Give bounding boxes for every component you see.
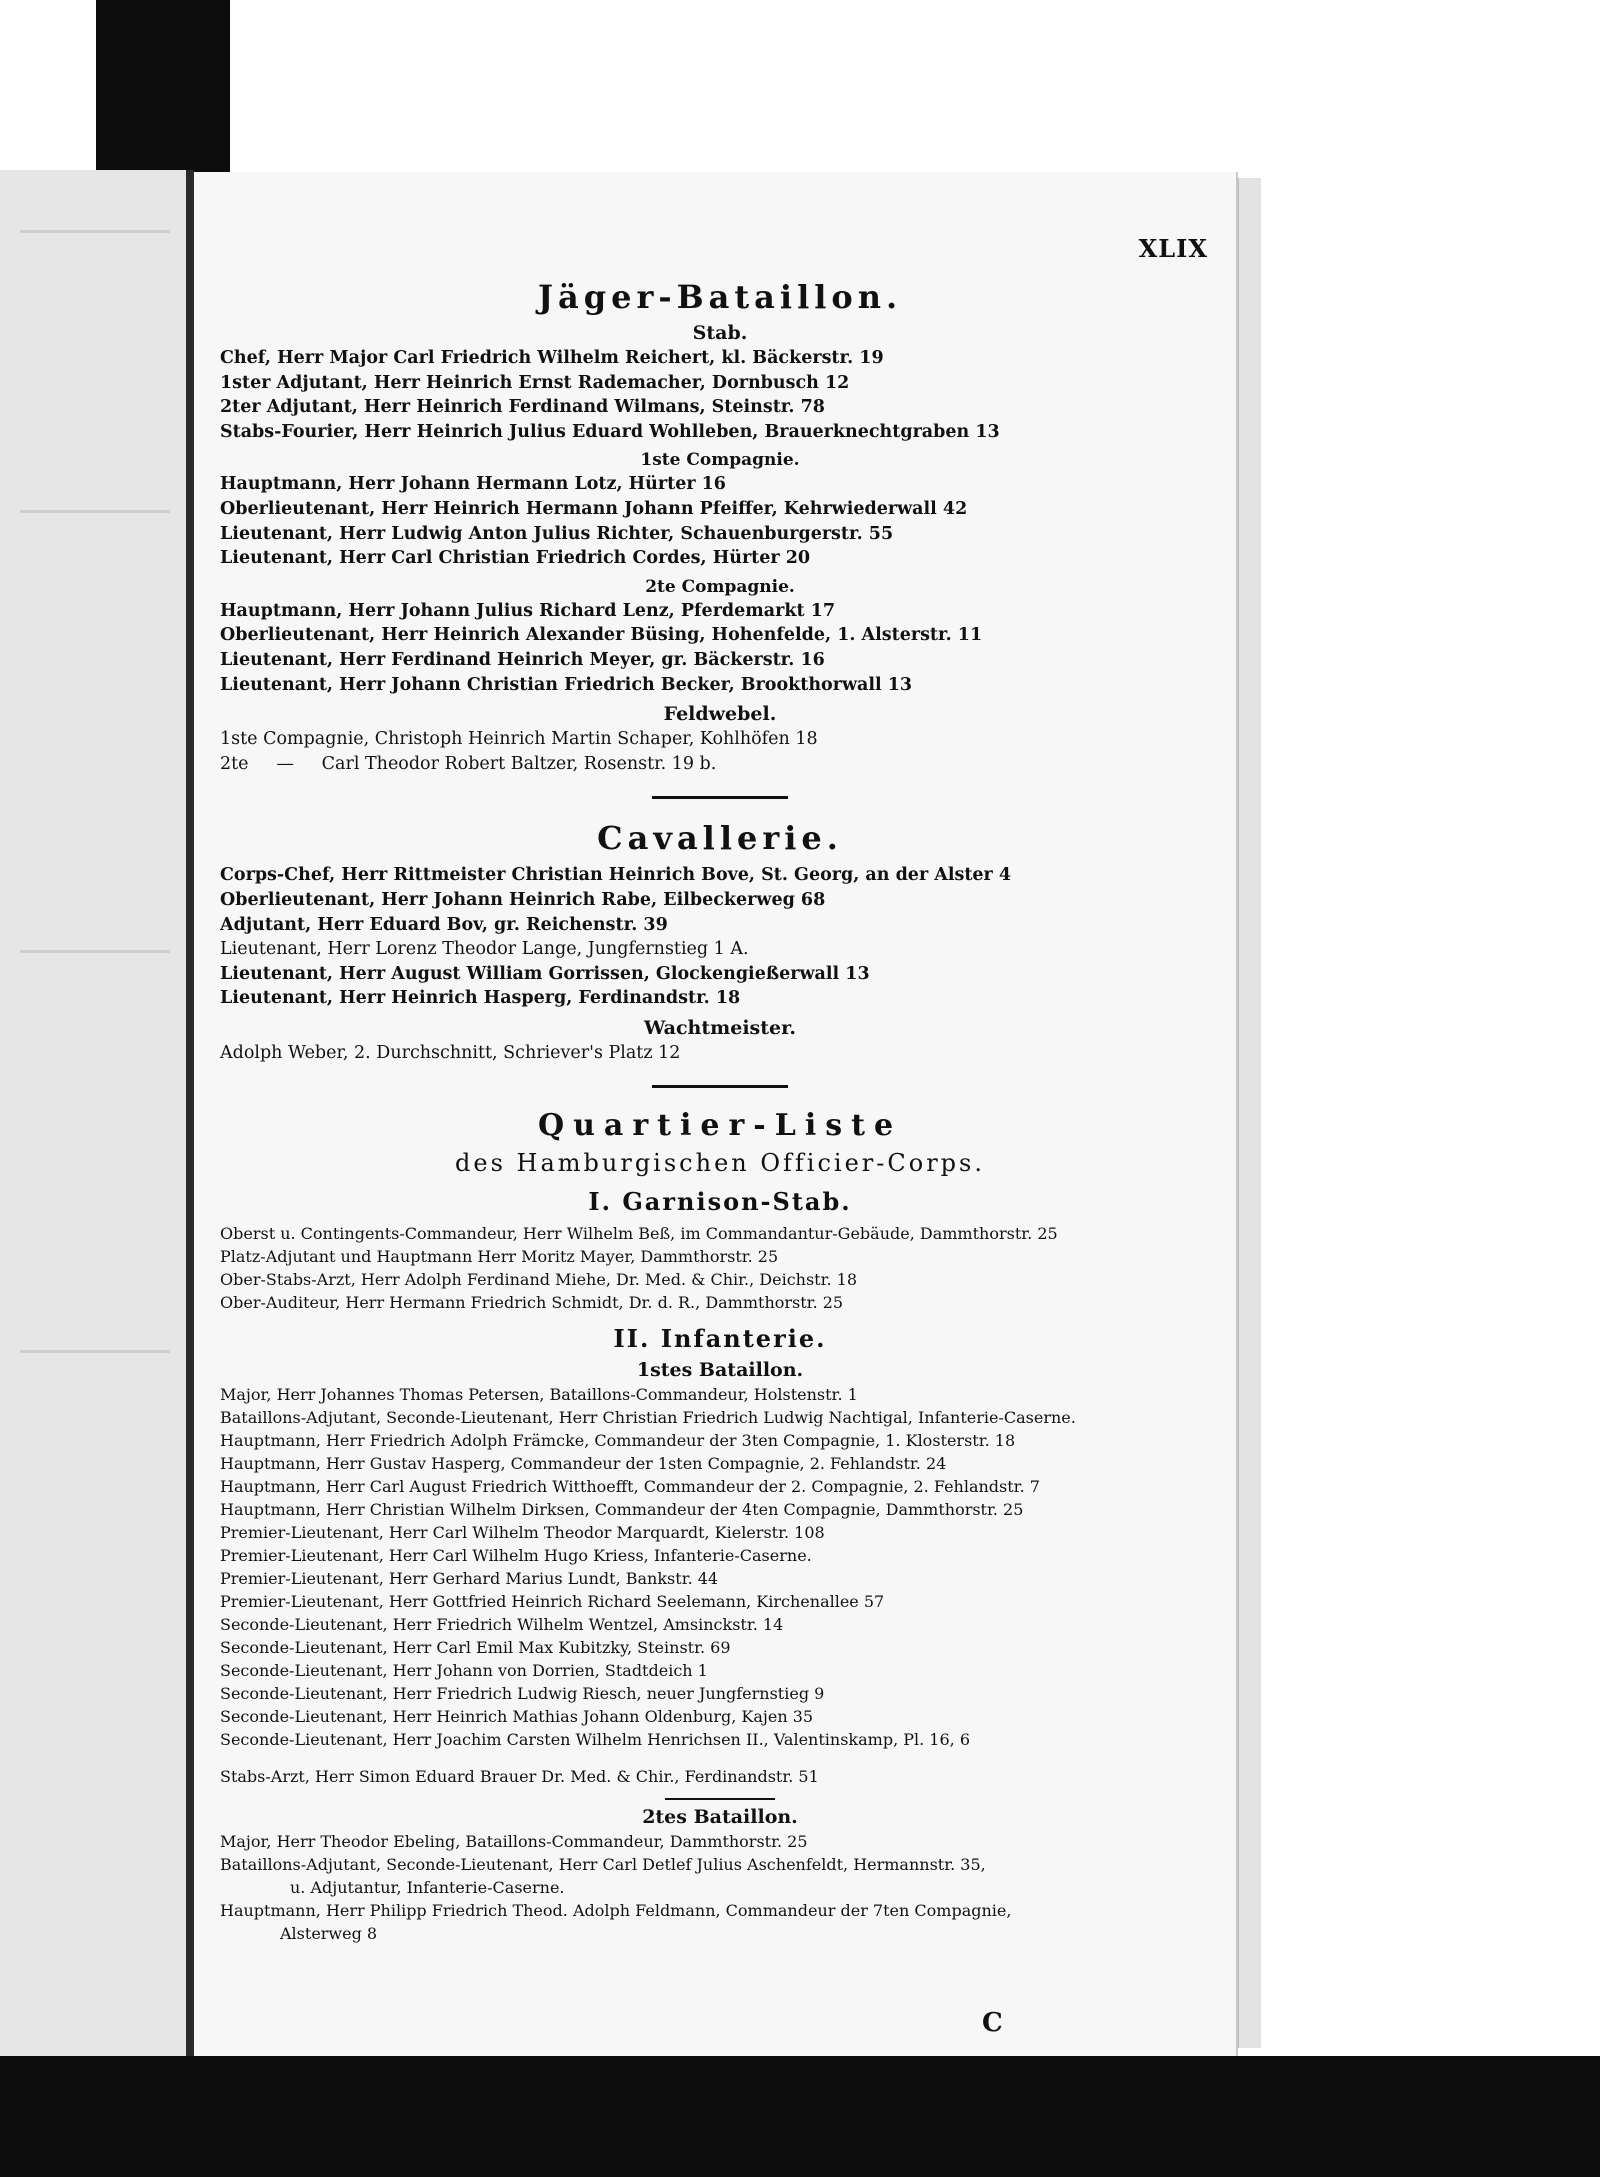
list-item: Seconde-Lieutenant, Herr Carl Emil Max Kubitzky, Steinstr. 69	[220, 1638, 731, 1658]
garnison-heading: I. Garnison-Stab.	[588, 1187, 852, 1217]
list-item: Platz-Adjutant und Hauptmann Herr Moritz Mayer, Dammthorstr. 25	[220, 1247, 779, 1267]
infanterie-heading: II. Infanterie.	[613, 1324, 827, 1354]
list-item: Oberlieutenant, Herr Heinrich Alexander Büsing, Hohenfelde, 1. Alsterstr. 11	[220, 625, 983, 646]
list-item: Premier-Lieutenant, Herr Carl Wilhelm Theodor Marquardt, Kielerstr. 108	[220, 1523, 825, 1543]
list-item: Lieutenant, Herr Carl Christian Friedrich Cordes, Hürter 20	[220, 548, 811, 569]
list-item: Lieutenant, Herr Ludwig Anton Julius Richter, Schauenburgerstr. 55	[220, 523, 894, 544]
list-item: Bataillons-Adjutant, Seconde-Lieutenant, Herr Carl Detlef Julius Aschenfeldt, Hermannstr. 35,	[220, 1855, 986, 1875]
list-item: Stabs-Arzt, Herr Simon Eduard Brauer Dr. Med. & Chir., Ferdinandstr. 51	[220, 1767, 819, 1787]
wachtmeister-heading: Wachtmeister.	[643, 1016, 796, 1039]
section-divider	[665, 1798, 775, 1800]
list-item: Seconde-Lieutenant, Herr Friedrich Ludwig Riesch, neuer Jungfernstieg 9	[220, 1684, 825, 1704]
list-item: Alsterweg 8	[280, 1924, 378, 1944]
bottom-dark-edge	[0, 2056, 1600, 2177]
list-item: Major, Herr Theodor Ebeling, Bataillons-Commandeur, Dammthorstr. 25	[220, 1832, 808, 1852]
list-item: 2te — Carl Theodor Robert Baltzer, Rosenstr. 19 b.	[220, 753, 717, 774]
section-divider	[652, 1085, 788, 1088]
list-item: 2ter Adjutant, Herr Heinrich Ferdinand Wilmans, Steinstr. 78	[220, 397, 825, 418]
signature-mark: C	[982, 2008, 1003, 2038]
section-divider	[652, 796, 788, 799]
book-gutter	[186, 170, 194, 2056]
list-item: Lieutenant, Herr Lorenz Theodor Lange, Jungfernstieg 1 A.	[220, 939, 749, 960]
list-item: Seconde-Lieutenant, Herr Joachim Carsten Wilhelm Henrichsen II., Valentinskamp, Pl. 16, 6	[220, 1730, 971, 1750]
list-item: Ober-Stabs-Arzt, Herr Adolph Ferdinand Miehe, Dr. Med. & Chir., Deichstr. 18	[220, 1270, 858, 1290]
list-item: Lieutenant, Herr August William Gorrissen, Glockengießerwall 13	[220, 963, 870, 984]
list-item: Major, Herr Johannes Thomas Petersen, Bataillons-Commandeur, Holstenstr. 1	[220, 1385, 858, 1405]
list-item: Lieutenant, Herr Heinrich Hasperg, Ferdinandstr. 18	[220, 988, 741, 1009]
list-item: Lieutenant, Herr Ferdinand Heinrich Meyer, gr. Bäckerstr. 16	[220, 649, 825, 670]
list-item: Hauptmann, Herr Johann Hermann Lotz, Hürter 16	[220, 474, 726, 495]
list-item: Oberst u. Contingents-Commandeur, Herr Wilhelm Beß, im Commandantur-Gebäude, Dammthorstr. 25	[220, 1224, 1058, 1244]
list-item: Corps-Chef, Herr Rittmeister Christian Heinrich Bove, St. Georg, an der Alster 4	[220, 865, 1012, 886]
list-item: Premier-Lieutenant, Herr Carl Wilhelm Hugo Kriess, Infanterie-Caserne.	[220, 1546, 812, 1566]
list-item: Lieutenant, Herr Johann Christian Friedrich Becker, Brookthorwall 13	[220, 674, 913, 695]
page-number: XLIX	[1138, 234, 1208, 263]
list-item: Hauptmann, Herr Friedrich Adolph Främcke, Commandeur der 3ten Compagnie, 1. Klosterstr. 18	[220, 1431, 1016, 1451]
list-item: Oberlieutenant, Herr Heinrich Hermann Johann Pfeiffer, Kehrwiederwall 42	[220, 498, 968, 519]
list-item: u. Adjutantur, Infanterie-Caserne.	[290, 1878, 565, 1898]
jaeger-title: Jäger-Bataillon.	[537, 278, 903, 316]
list-item: Seconde-Lieutenant, Herr Heinrich Mathias Johann Oldenburg, Kajen 35	[220, 1707, 814, 1727]
facing-page-edge	[0, 170, 190, 2056]
feldwebel-heading: Feldwebel.	[663, 703, 777, 726]
list-item: Premier-Lieutenant, Herr Gottfried Heinrich Richard Seelemann, Kirchenallee 57	[220, 1592, 885, 1612]
page-content	[220, 268, 1220, 1945]
stab-heading: Stab.	[692, 322, 748, 344]
page-stack-edge	[1238, 178, 1261, 2048]
list-item: Seconde-Lieutenant, Herr Friedrich Wilhelm Wentzel, Amsinckstr. 14	[220, 1615, 784, 1635]
company2-heading: 2te Compagnie.	[645, 576, 795, 597]
company1-heading: 1ste Compagnie.	[640, 450, 800, 471]
list-item: Hauptmann, Herr Carl August Friedrich Witthoefft, Commandeur der 2. Compagnie, 2. Fehlandstr. 7	[220, 1477, 1040, 1497]
quartier-title: Quartier-Liste	[537, 1108, 903, 1144]
list-item: Hauptmann, Herr Christian Wilhelm Dirksen, Commandeur der 4ten Compagnie, Dammthorstr. 25	[220, 1500, 1024, 1520]
list-item: Stabs-Fourier, Herr Heinrich Julius Eduard Wohlleben, Brauerknechtgraben 13	[220, 421, 1000, 442]
bat2-heading: 2tes Bataillon.	[642, 1806, 798, 1829]
top-dark-edge	[96, 0, 230, 178]
list-item: Hauptmann, Herr Philipp Friedrich Theod. Adolph Feldmann, Commandeur der 7ten Compagnie,	[220, 1901, 1012, 1921]
list-item: Seconde-Lieutenant, Herr Johann von Dorrien, Stadtdeich 1	[220, 1661, 708, 1681]
list-item: Chef, Herr Major Carl Friedrich Wilhelm Reichert, kl. Bäckerstr. 19	[220, 348, 884, 368]
list-item: Oberlieutenant, Herr Johann Heinrich Rabe, Eilbeckerweg 68	[220, 889, 826, 910]
list-item: Hauptmann, Herr Gustav Hasperg, Commandeur der 1sten Compagnie, 2. Fehlandstr. 24	[220, 1454, 947, 1474]
list-item: Ober-Auditeur, Herr Hermann Friedrich Schmidt, Dr. d. R., Dammthorstr. 25	[220, 1293, 844, 1313]
list-item: 1ste Compagnie, Christoph Heinrich Martin Schaper, Kohlhöfen 18	[220, 729, 818, 750]
list-item: Adjutant, Herr Eduard Bov, gr. Reichenstr. 39	[220, 914, 668, 935]
cavallerie-title: Cavallerie.	[597, 819, 843, 858]
bat1-heading: 1stes Bataillon.	[636, 1359, 804, 1382]
list-item: Hauptmann, Herr Johann Julius Richard Lenz, Pferdemarkt 17	[220, 600, 836, 621]
list-item: Bataillons-Adjutant, Seconde-Lieutenant, Herr Christian Friedrich Ludwig Nachtigal, Infanterie-Caserne.	[220, 1408, 1076, 1428]
list-item: 1ster Adjutant, Herr Heinrich Ernst Rademacher, Dornbusch 12	[220, 372, 850, 393]
document-page	[194, 172, 1238, 2056]
list-item: Adolph Weber, 2. Durchschnitt, Schriever's Platz 12	[220, 1042, 681, 1063]
list-item: Premier-Lieutenant, Herr Gerhard Marius Lundt, Bankstr. 44	[220, 1569, 719, 1589]
quartier-subtitle: des Hamburgischen Officier-Corps.	[455, 1149, 985, 1178]
